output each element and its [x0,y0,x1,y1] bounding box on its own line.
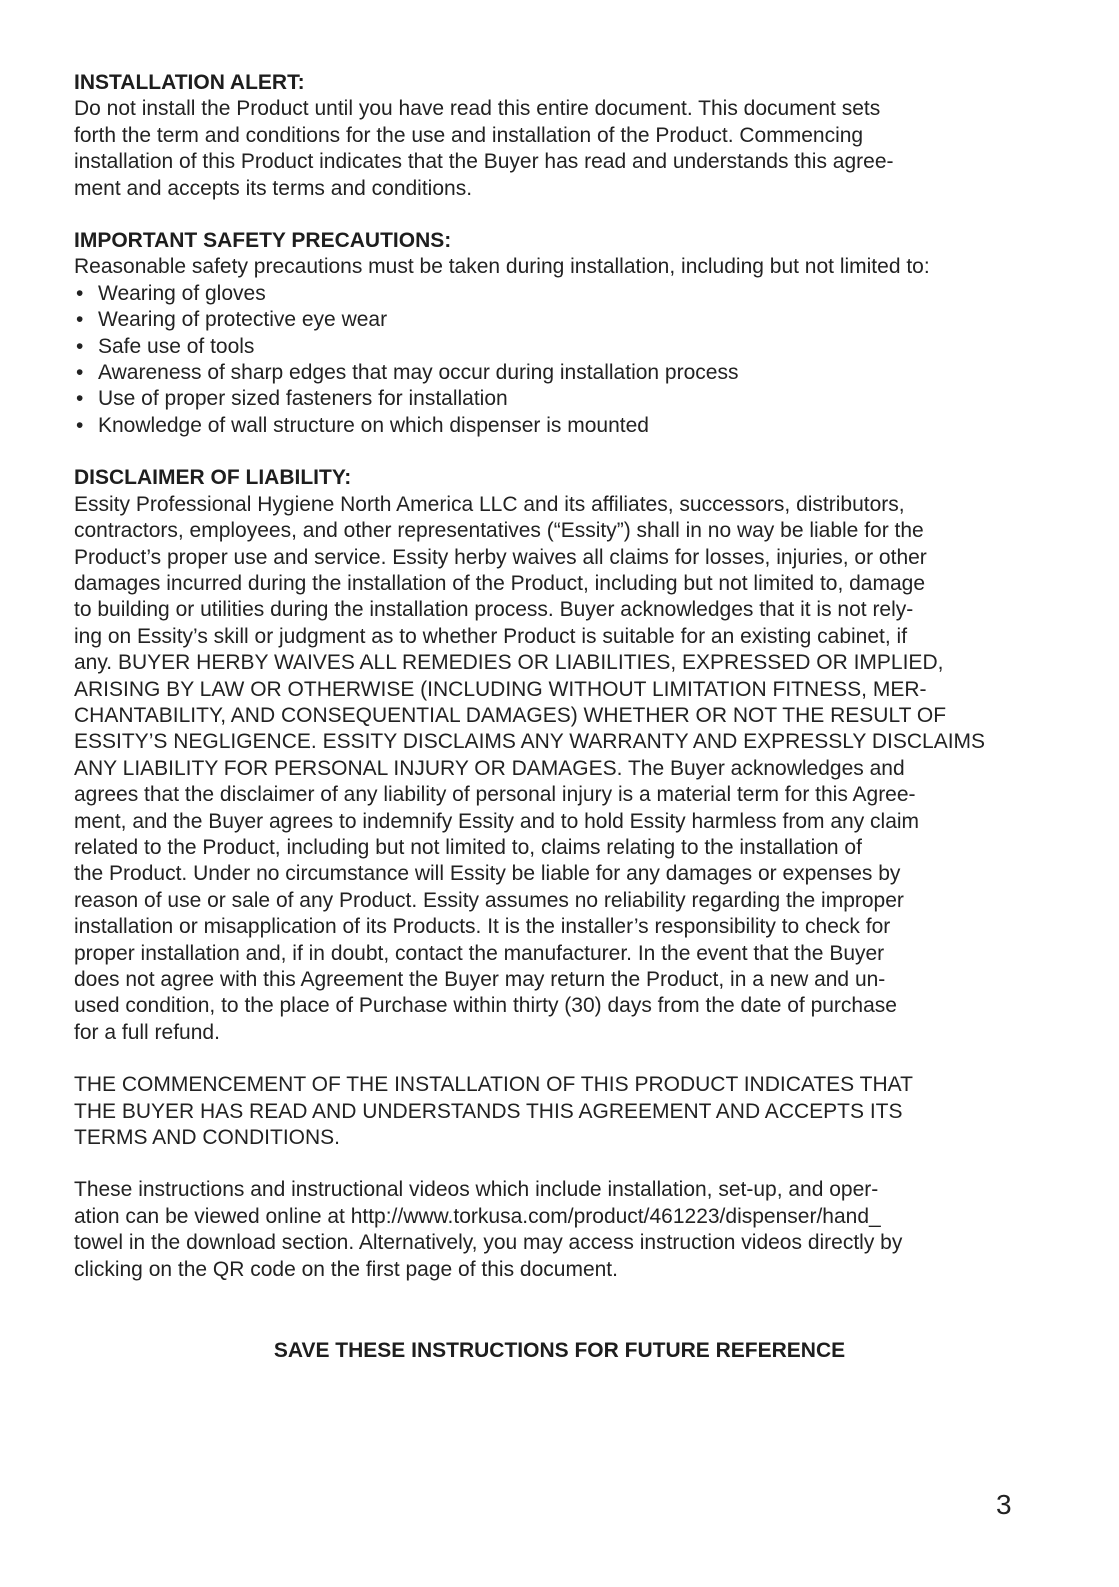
page-number: 3 [996,1489,1012,1520]
list-item [74,386,1054,412]
bullet-icon: • [76,308,84,332]
bullet-icon: • [76,281,84,305]
list-item [74,281,1054,307]
list-item [74,360,1054,386]
list-item [74,307,1054,333]
bullet-icon: • [76,387,84,411]
disclaimer-heading: DISCLAIMER OF LIABILITY: [74,466,352,490]
disclaimer-section [74,465,1054,1046]
installation-alert-section [74,70,1054,202]
list-item [74,334,1054,360]
commencement-section [74,1072,1054,1151]
safety-precautions-section [74,228,1054,439]
save-instructions-note: SAVE THESE INSTRUCTIONS FOR FUTURE REFERENCE [273,1339,846,1362]
bullet-icon: • [76,413,84,437]
list-item-text: Knowledge of wall structure on which dispenser is mounted [98,413,649,437]
list-item-text: Use of proper sized fasteners for installation [98,387,508,411]
installation-alert-text: Do not install the Product until you have read this entire document. This document sets forth the term and conditions for the use and installation of the Product. Commencing installation of this Product indicates that the Buyer has read and understands this agree- ment and accepts its terms and conditions. [74,97,894,200]
videos-section [74,1177,1054,1283]
installation-alert-heading: INSTALLATION ALERT: [74,71,305,94]
bullet-icon: • [76,334,84,358]
videos-text: These instructions and instructional videos which include installation, set-up, and oper- ation can be viewed online at http://www.torkusa.com/product/461223/dispenser/hand_ towel in the download section. Alternatively, you may access instruction videos directly by clicking on the QR code on the first page of this document. [74,1178,903,1281]
list-item-text: Safe use of tools [98,334,255,358]
bullet-icon: • [76,361,84,385]
list-item-text: Wearing of protective eye wear [98,308,388,332]
safety-precautions-heading: IMPORTANT SAFETY PRECAUTIONS: [74,229,452,253]
list-item-text: Wearing of gloves [98,281,266,305]
list-item [74,413,1054,439]
commencement-text: THE COMMENCEMENT OF THE INSTALLATION OF THIS PRODUCT INDICATES THAT THE BUYER HAS READ AND UNDERSTANDS THIS AGREEMENT AND ACCEPTS ITS TERMS AND CONDITIONS. [74,1073,913,1150]
safety-precautions-intro: Reasonable safety precautions must be taken during installation, including but not limited to: [74,255,930,279]
disclaimer-text: Essity Professional Hygiene North America LLC and its affiliates, successors, distributors, contractors, employees, and other representatives (“Essity”) shall in no way be liable for the Product’s proper use and service. Essity herby waives all claims for losses, injuries, or other damages incurred during the installation of the Product, including but not limited to, damage to building or utilities during the installation process. Buyer acknowledges that it is not rely- ing on Essity’s skill or judgment as to whether Product is suitable for an existing cabinet, if any. BUYER HERBY WAIVES ALL REMEDIES OR LIABILITIES, EXPRESSED OR IMPLIED, ARISING BY LAW OR OTHERWISE (INCLUDING WITHOUT LIMITATION FITNESS, MER- CHANTABILITY, AND CONSEQUENTIAL DAMAGES) WHETHER OR NOT THE RESULT OF ESSITY’S NEGLIGENCE. ESSITY DISCLAIMS ANY WARRANTY AND EXPRESSLY DISCLAIMS ANY LIABILITY FOR PERSONAL INJURY OR DAMAGES. The Buyer acknowledges and agrees that the disclaimer of any liability of personal injury is a material term for this Agree- ment, and the Buyer agrees to indemnify Essity and to hold Essity harmless from any claim related to the Product, including but not limited to, claims relating to the installation of the Product. Under no circumstance will Essity be liable for any damages or expenses by reason of use or sale of any Product. Essity assumes no reliability regarding the improper installation or misapplication of its Products. It is the installer’s responsibility to check for proper installation and, if in doubt, contact the manufacturer. In the event that the Buyer does not agree with this Agreement the Buyer may return the Product, in a new and un- used condition, to the place of Purchase within thirty (30) days from the date of purchase for a full refund. [74,492,986,1044]
document-body [74,70,1054,1309]
list-item-text: Awareness of sharp edges that may occur during installation process [98,361,739,385]
safety-precautions-list [74,281,1054,439]
